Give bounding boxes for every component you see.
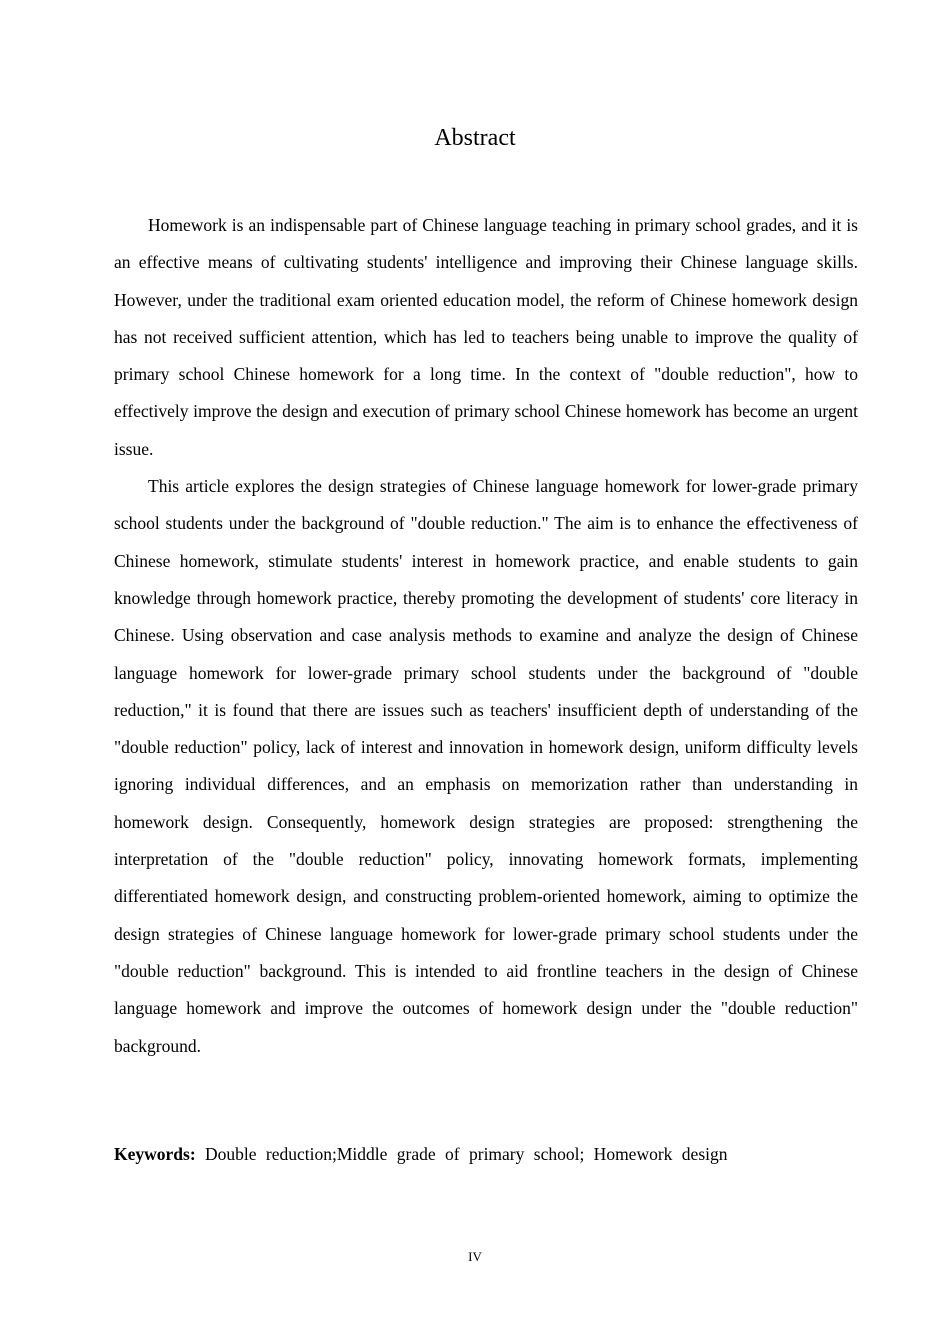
page-title: Abstract <box>434 125 516 151</box>
abstract-paragraph-1: Homework is an indispensable part of Chinese language teaching in primary school grades, and it is an effective means of cultivating students' intelligence and improving their Chinese language skills. However, under the traditional exam oriented education model, the reform of Chinese homework design has not received sufficient attention, which has led to teachers being unable to improve the quality of primary school Chinese homework for a long time. In the context of "double reduction", how to effectively improve the design and execution of primary school Chinese homework has become an urgent issue. <box>114 215 858 459</box>
keywords-label: Keywords: <box>114 1144 196 1164</box>
page-number: IV <box>468 1249 482 1264</box>
abstract-body <box>114 207 858 1065</box>
keywords-line <box>114 1136 728 1173</box>
abstract-paragraph-2: This article explores the design strategies of Chinese language homework for lower-grade primary school students under the background of "double reduction." The aim is to enhance the effectiveness of Chinese homework, stimulate students' interest in homework practice, and enable students to gain knowledge through homework practice, thereby promoting the development of students' core literacy in Chinese. Using observation and case analysis methods to examine and analyze the design of Chinese language homework for lower-grade primary school students under the background of "double reduction," it is found that there are issues such as teachers' insufficient depth of understanding of the "double reduction" policy, lack of interest and innovation in homework design, uniform difficulty levels ignoring individual differences, and an emphasis on memorization rather than understanding in homework design. Consequently, homework design strategies are proposed: strengthening the interpretation of the "double reduction" policy, innovating homework formats, implementing differentiated homework design, and constructing problem-oriented homework, aiming to optimize the design strategies of Chinese language homework for lower-grade primary school students under the "double reduction" background. This is intended to aid frontline teachers in the design of Chinese language homework and improve the outcomes of homework design under the "double reduction" background. <box>114 476 858 1056</box>
keywords-text: Double reduction;Middle grade of primary school; Homework design <box>205 1144 728 1164</box>
